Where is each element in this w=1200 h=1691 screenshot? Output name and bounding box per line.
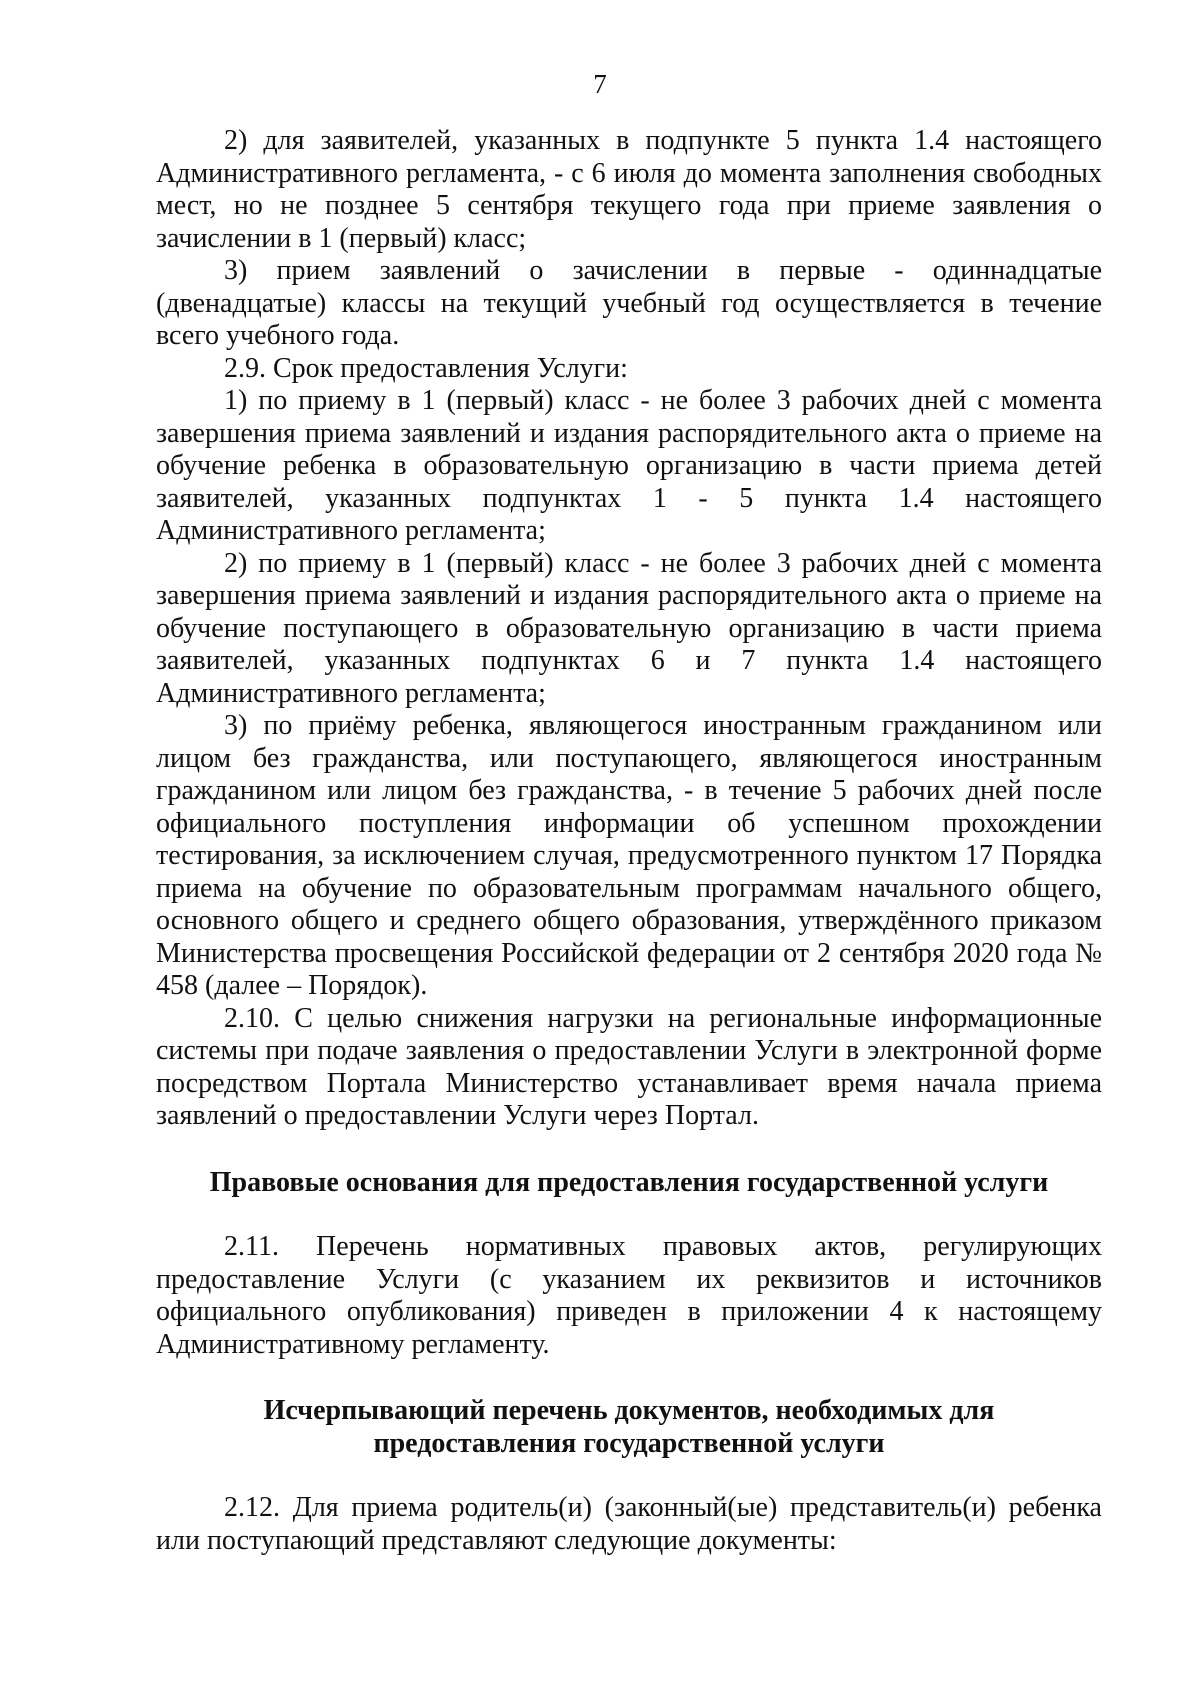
paragraph-2-9-item-2: 2) по приему в 1 (первый) класс - не более 3 рабочих дней с момента завершения приема заявлений и издания распорядительного акта о приеме на обучение поступающего в образовательную организацию в части приема заявителей, указанных подпунктах 6 и 7 пункта 1.4 настоящего Административного регламента; xyxy=(156,547,1102,709)
paragraph-2-9-item-1: 1) по приему в 1 (первый) класс - не более 3 рабочих дней с момента завершения приема заявлений и издания распорядительного акта о приеме на обучение ребенка в образовательную организацию в части приема детей заявителей, указанных подпунктах 1 - 5 пункта 1.4 настоящего Административного регламента; xyxy=(156,385,1102,546)
page-number: 7 xyxy=(593,69,607,99)
paragraph-2-12: 2.12. Для приема родитель(и) (законный(ые) представитель(и) ребенка или поступающий представляют следующие документы: xyxy=(156,1492,1102,1556)
paragraph-2-8-item-3: 3) прием заявлений о зачислении в первые - одиннадцатые (двенадцатые) классы на текущий учебный год осуществляется в течение всего учебного года. xyxy=(156,255,1102,351)
section-heading-legal-basis: Правовые основания для предоставления государственной услуги xyxy=(209,1166,1049,1198)
section-heading-required-documents: Исчерпывающий перечень документов, необходимых для предоставления государственной услуги xyxy=(263,1395,995,1459)
paragraph-2-9-item-3: 3) по приёму ребенка, являющегося иностранным гражданином или лицом без гражданства, или поступающего, являющегося иностранным гражданином или лицом без гражданства, - в течение 5 рабочих дней после официального поступления информации об успешном прохождении тестирования, за исключением случая, предусмотренного пунктом 17 Порядка приема на обучение по образовательным программам начального общего, основного общего и среднего общего образования, утверждённого приказом Министерства просвещения Российской федерации от 2 сентября 2020 года № 458 (далее – Порядок). xyxy=(156,710,1102,1001)
paragraph-2-9: 2.9. Срок предоставления Услуги: xyxy=(224,352,628,384)
document-body xyxy=(156,125,1102,1557)
paragraph-2-10: 2.10. С целью снижения нагрузки на региональные информационные системы при подаче заявления о предоставлении Услуги в электронной форме посредством Портала Министерство устанавливает время начала приема заявлений о предоставлении Услуги через Портал. xyxy=(156,1002,1102,1131)
paragraph-2-11: 2.11. Перечень нормативных правовых актов, регулирующих предоставление Услуги (с указанием их реквизитов и источников официального опубликования) приведен в приложении 4 к настоящему Административному регламенту. xyxy=(156,1231,1102,1360)
paragraph-2-8-item-2: 2) для заявителей, указанных в подпункте 5 пункта 1.4 настоящего Административного регламента, - с 6 июля до момента заполнения свободных мест, но не позднее 5 сентября текущего года при приеме заявления о зачислении в 1 (первый) класс; xyxy=(156,125,1102,254)
